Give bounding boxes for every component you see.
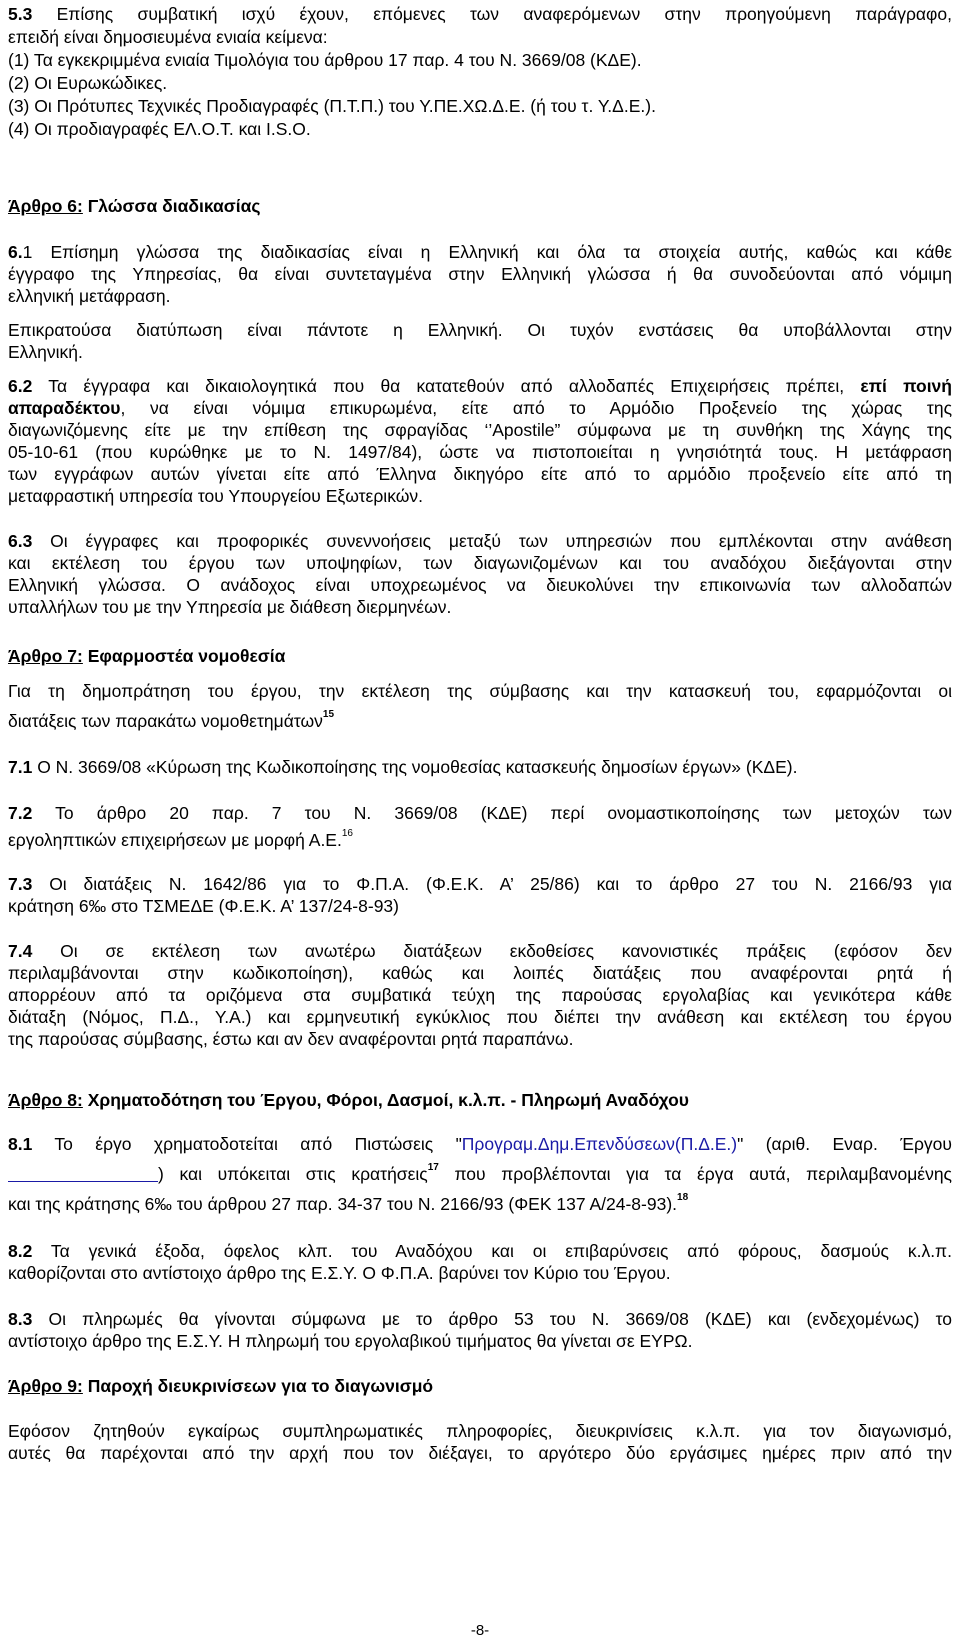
- paragraph-line: της παρούσας σύμβασης, έστω και αν δεν αναφέρονται ρητά παραπάνω.: [8, 1029, 574, 1049]
- para-number: 7.3: [8, 874, 33, 894]
- text: ) και υπόκειται στις κρατήσεις: [158, 1164, 428, 1184]
- paragraph-line: [8, 1133, 952, 1155]
- paragraph-line: Επικρατούσα διατύπωση είναι πάντοτε η Ελληνική. Οι τυχόν ενστάσεις θα υποβάλλονται στην: [8, 320, 952, 340]
- text: Τα έγγραφα και δικαιολογητικά που θα κατατεθούν από αλλοδαπές Επιχειρήσεις πρέπει,: [32, 376, 861, 396]
- article-label: Άρθρο 9:: [8, 1376, 83, 1396]
- para-number: 7.2: [8, 803, 33, 823]
- article-8-heading: [8, 1089, 689, 1111]
- article-label: Άρθρο 7:: [8, 646, 83, 666]
- paragraph-line: Ελληνική.: [8, 342, 83, 362]
- paragraph-line: καθορίζονται στο αντίστοιχο άρθρο της Ε.Σ.Υ. Ο Φ.Π.Α. βαρύνει τον Κύριο του Έργου.: [8, 1263, 671, 1283]
- text: " (αριθ. Εναρ. Έργου: [737, 1134, 952, 1154]
- paragraph-line: μεταφραστική υπηρεσία του Υπουργείου Εξωτερικών.: [8, 486, 424, 506]
- list-item: (2) Οι Ευρωκώδικες.: [8, 73, 168, 93]
- list-item: (1) Τα εγκεκριμμένα ενιαία Τιμολόγια του άρθρου 17 παρ. 4 του Ν. 3669/08 (ΚΔΕ).: [8, 50, 642, 70]
- paragraph-line: αυτές θα παρέχονται από την αρχή που τον διέξαγει, το αργότερο δύο εργάσιμες ημέρες πριν από την: [8, 1443, 952, 1463]
- text: Επίσης συμβατική ισχύ έχουν, επόμενες των αναφερόμενων στην προηγούμενη παράγραφο,: [32, 4, 952, 24]
- paragraph-line: Εφόσον ζητηθούν εγκαίρως συμπληρωματικές πληροφορίες, διευκρινίσεις κ.λ.π. για τον διαγωνισμό,: [8, 1421, 952, 1441]
- paragraph-line: [8, 710, 334, 732]
- paragraph-line: [8, 397, 952, 419]
- article-title: Χρηματοδότηση του Έργου, Φόροι, Δασμοί, κ.λ.π. - Πληρωμή Αναδόχου: [82, 1090, 689, 1110]
- paragraph-line: ελληνική μετάφραση.: [8, 286, 171, 306]
- para-number: 7.1: [8, 757, 33, 777]
- para-number: 8.2: [8, 1241, 33, 1261]
- para-number: 8.1: [8, 1134, 33, 1154]
- paragraph-5-3-line: [8, 3, 952, 25]
- text: εργοληπτικών επιχειρήσεων με μορφή Α.Ε.: [8, 830, 342, 850]
- paragraph-line: [8, 1308, 952, 1330]
- text: Ο Ν. 3669/08 «Κύρωση της Κωδικοποίησης της νομοθεσίας κατασκευής δημοσίων έργων» (ΚΔΕ).: [32, 757, 798, 777]
- program-name: Προγραμ.Δημ.Επενδύσεων(Π.Δ.Ε.): [461, 1134, 738, 1154]
- text: διατάξεις των παρακάτω νομοθετημάτων: [8, 711, 323, 731]
- paragraph-line: διάταξη (Νόμος, Π.Δ., Υ.Α.) και ερμηνευτική εγκύκλιος που διέπει την ανάθεση και εκτέλεση του έργου: [8, 1007, 952, 1027]
- paragraph-line: [8, 756, 797, 778]
- paragraph-line: και εκτέλεση του έργου των υποψηφίων, των διαγωνιζομένων και του αναδόχου διεξάγονται στην: [8, 553, 952, 573]
- paragraph-line: διαγωνιζόμενης είτε με την επίθεση της σφραγίδας ‘’Apostile” σύμφωνα με τη συνθήκη της Χάγης της: [8, 420, 952, 440]
- paragraph-line: [8, 1193, 688, 1215]
- paragraph-line: Ελληνική γλώσσα. Ο ανάδοχος είναι υποχρεωμένος να διευκολύνει την επικοινωνία των αλλοδαπών: [8, 575, 952, 595]
- article-title: Παροχή διευκρινίσεων για το διαγωνισμό: [82, 1376, 434, 1396]
- paragraph-line: Για τη δημοπράτηση του έργου, την εκτέλεση της σύμβασης και την κατασκευή του, εφαρμόζονται οι: [8, 681, 952, 701]
- text: Οι διατάξεις Ν. 1642/86 για το Φ.Π.Α. (Φ.Ε.Κ. Α’ 25/86) και το άρθρο 27 του Ν. 2166/93 για: [32, 874, 952, 894]
- paragraph-line: επειδή είναι δημοσιευμένα ενιαία κείμενα:: [8, 27, 328, 47]
- text: Το έργο χρηματοδοτείται από Πιστώσεις ": [32, 1134, 462, 1154]
- para-number: 6.3: [8, 531, 33, 551]
- paragraph-line: [8, 940, 952, 962]
- paragraph-line: [8, 530, 952, 552]
- blank-field: [8, 1167, 158, 1182]
- paragraph-line: [8, 1163, 952, 1185]
- text: που προβλέπονται για τα έργα αυτά, περιλαμβανομένης: [438, 1164, 952, 1184]
- paragraph-line: [8, 802, 952, 824]
- paragraph-line: 05-10-61 (που κυρώθηκε με το Ν. 1497/84), ώστε να πιστοποιείται η γνησιότητά τους. Η μετάφραση: [8, 442, 952, 462]
- text: και της κράτησης 6‰ του άρθρου 27 παρ. 34-37 του Ν. 2166/93 (ΦΕΚ 137 Α/24-8-93).: [8, 1194, 678, 1214]
- para-number: 7.4: [8, 941, 33, 961]
- article-title: Εφαρμοστέα νομοθεσία: [82, 646, 286, 666]
- text: Οι έγγραφες και προφορικές συνεννοήσεις μεταξύ των υπηρεσιών που εμπλέκονται στην ανάθεση: [32, 531, 952, 551]
- list-item: (3) Οι Πρότυπες Τεχνικές Προδιαγραφές (Π.Τ.Π.) του Υ.ΠΕ.ΧΩ.Δ.Ε. (ή του τ. Υ.Δ.Ε.).: [8, 96, 656, 116]
- paragraph-line: έγγραφο της Υπηρεσίας, θα είναι συντεταγμένα στην Ελληνική γλώσσα ή θα συνοδεύονται από νόμιμη: [8, 264, 952, 284]
- text: Τα γενικά έξοδα, όφελος κλπ. του Αναδόχου και οι επιβαρύνσεις από φόρους, δασμούς κ.λ.π.: [32, 1241, 952, 1261]
- article-9-heading: [8, 1375, 433, 1397]
- footnote-marker: 17: [427, 1162, 439, 1173]
- paragraph-line: [8, 829, 353, 851]
- article-label: Άρθρο 6:: [8, 196, 83, 216]
- paragraph-line: απορρέουν από τα οριζόμενα στα συμβατικά τεύχη της παρούσας εργολαβίας και γενικότερα κάθε: [8, 985, 952, 1005]
- paragraph-line: [8, 375, 952, 397]
- text-bold: επί ποινή: [860, 376, 952, 396]
- article-6-heading: [8, 195, 260, 217]
- para-number: 6.: [8, 242, 23, 262]
- article-label: Άρθρο 8:: [8, 1090, 83, 1110]
- text-bold: απαραδέκτου: [8, 398, 121, 418]
- list-item: (4) Οι προδιαγραφές ΕΛ.Ο.Τ. και I.S.O.: [8, 119, 311, 139]
- para-number: 5.3: [8, 4, 33, 24]
- text: 1 Επίσημη γλώσσα της διαδικασίας είναι η Ελληνική και όλα τα στοιχεία αυτής, καθώς και κάθε: [22, 242, 952, 262]
- article-7-heading: [8, 645, 285, 667]
- text: Οι σε εκτέλεση των ανωτέρω διατάξεων εκδοθείσες κανονιστικές πράξεις (εφόσον δεν: [32, 941, 952, 961]
- paragraph-line: [8, 873, 952, 895]
- paragraph-line: κράτηση 6‰ στο ΤΣΜΕΔΕ (Φ.Ε.Κ. Α’ 137/24-8-93): [8, 896, 399, 916]
- footnote-marker: 18: [677, 1192, 689, 1203]
- paragraph-line: των εγγράφων αυτών γίνεται είτε από Έλληνα δικηγόρο είτε από το αρμόδιο προξενείο είτε από τη: [8, 464, 952, 484]
- para-number: 6.2: [8, 376, 33, 396]
- paragraph-line: αντίστοιχο άρθρο της Ε.Σ.Υ. Η πληρωμή του εργολαβικού τιμήματος θα γίνεται σε ΕΥΡΩ.: [8, 1331, 693, 1351]
- paragraph-line: [8, 1240, 952, 1262]
- paragraph-line: περιλαμβάνονται στην κωδικοποίηση), καθώς και λοιπές διατάξεις που αναφέρονται ρητά ή: [8, 963, 952, 983]
- text: Το άρθρο 20 παρ. 7 του Ν. 3669/08 (ΚΔΕ) περί ονομαστικοποίησης των μετοχών των: [32, 803, 952, 823]
- paragraph-line: υπαλλήλων του με την Υπηρεσία με διάθεση διερμηνέων.: [8, 597, 452, 617]
- text: , να είναι νόμιμα επικυρωμένα, είτε από το Αρμόδιο Προξενείο της χώρας της: [120, 398, 952, 418]
- para-number: 8.3: [8, 1309, 33, 1329]
- footnote-marker: 15: [322, 709, 335, 720]
- page-number: -8-: [470, 1622, 490, 1639]
- paragraph-line: [8, 241, 952, 263]
- article-title: Γλώσσα διαδικασίας: [82, 196, 261, 216]
- text: Οι πληρωμές θα γίνονται σύμφωνα με το άρθρο 53 του Ν. 3669/08 (ΚΔΕ) και (ενδεχομένως) το: [32, 1309, 952, 1329]
- footnote-marker: 16: [341, 828, 353, 839]
